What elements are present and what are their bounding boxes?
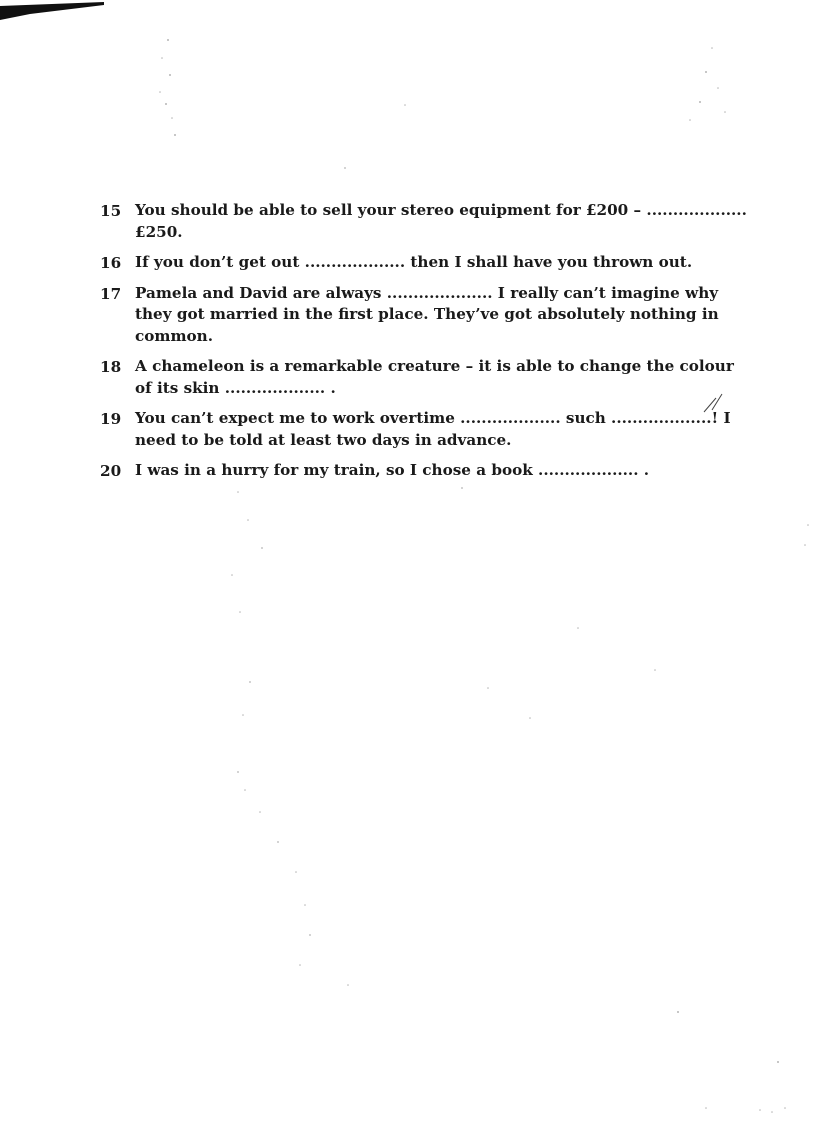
item-text: If you don’t get out ................... then I shall have you thrown out. [135,253,693,271]
item-number: 19 [100,410,122,428]
item-text: You should be able to sell your stereo equipment for £200 – ................... £250. [135,201,747,241]
exercise-item-20 [100,460,750,482]
exercise-item-19 [100,408,750,451]
item-number: 16 [100,254,122,272]
item-text: Pamela and David are always .................... I really can’t imagine why they got married in the first place. They’ve got absolutely nothing in common. [135,283,719,345]
exercise-item-15 [100,200,750,243]
item-text: I was in a hurry for my train, so I chose a book ................... . [135,461,650,479]
item-text: You can’t expect me to work overtime ................... such ...................! I need to be told at least two days in advance. [135,409,731,449]
item-number: 18 [100,358,122,376]
scan-edge-mark [0,0,104,22]
item-text: A chameleon is a remarkable creature – it is able to change the colour of its skin ................... . [135,357,734,397]
exercise-items [100,200,750,482]
item-number: 17 [100,284,122,303]
exercise-item-16 [100,252,750,274]
exercise-item-17 [100,283,750,348]
exercise-item-18 [100,356,750,399]
item-number: 15 [100,202,122,220]
item-number: 20 [100,462,122,480]
